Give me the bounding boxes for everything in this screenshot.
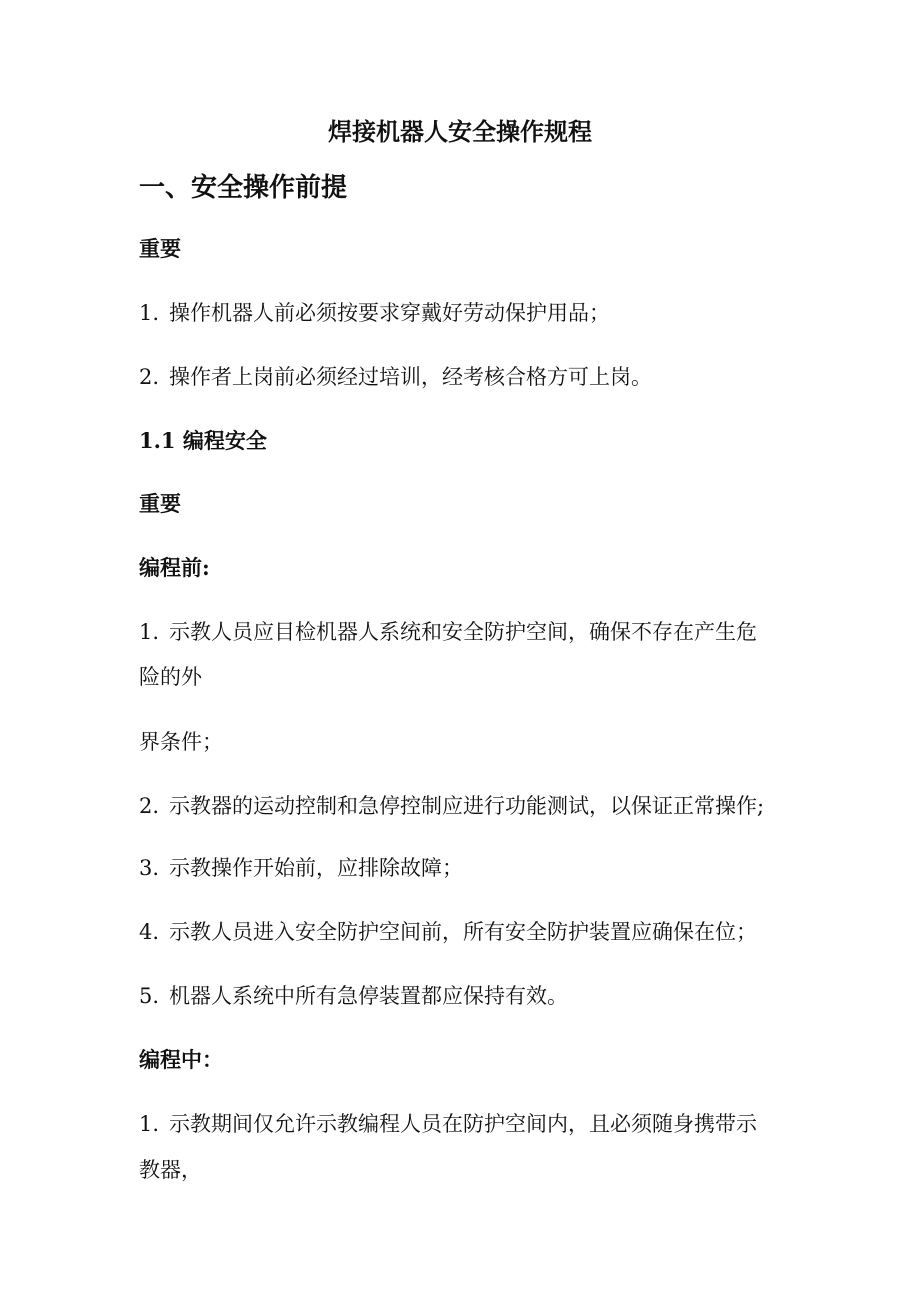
list-item-number: 2. <box>139 794 160 818</box>
list-item <box>139 791 764 821</box>
list-item <box>139 362 652 392</box>
list-item-continuation: 险的外 <box>139 665 202 689</box>
list-item-number: 4. <box>139 920 160 944</box>
list-item-number: 1. <box>139 301 160 325</box>
list-item-number: 1. <box>139 620 160 644</box>
list-item-number: 5. <box>139 984 160 1008</box>
important-label-1: 重要 <box>139 236 181 261</box>
list-item <box>139 298 610 328</box>
during-programming-label: 编程中： <box>139 1047 223 1072</box>
list-item <box>139 617 757 647</box>
document-title: 焊接机器人安全操作规程 <box>328 117 592 146</box>
list-item-continuation: 教器， <box>139 1158 202 1182</box>
list-item-text: 示教操作开始前，应排除故障； <box>169 856 464 880</box>
list-item <box>139 853 463 883</box>
list-item <box>139 981 568 1011</box>
list-item-number: 3. <box>139 856 160 880</box>
before-programming-label: 编程前: <box>139 555 210 580</box>
list-item-text: 示教人员应目检机器人系统和安全防护空间，确保不存在产生危 <box>169 620 758 644</box>
list-item-text: 示教期间仅允许示教编程人员在防护空间内，且必须随身携带示 <box>169 1112 758 1136</box>
list-item-number: 1. <box>139 1112 160 1136</box>
important-label-2: 重要 <box>139 491 181 516</box>
subsection-heading: 1.1 编程安全 <box>139 428 267 453</box>
list-item-text: 示教器的运动控制和急停控制应进行功能测试，以保证正常操作; <box>169 794 765 818</box>
section-heading-1: 一、安全操作前提 <box>139 173 348 203</box>
list-item-continuation: 界条件； <box>139 730 223 754</box>
list-item-text: 操作机器人前必须按要求穿戴好劳动保护用品； <box>169 301 611 325</box>
list-item-text: 操作者上岗前必须经过培训，经考核合格方可上岗。 <box>169 365 653 389</box>
list-item <box>139 917 757 947</box>
list-item <box>139 1109 757 1139</box>
list-item-number: 2. <box>139 365 160 389</box>
list-item-text: 机器人系统中所有急停装置都应保持有效。 <box>169 984 569 1008</box>
list-item-text: 示教人员进入安全防护空间前，所有安全防护装置应确保在位； <box>169 920 758 944</box>
